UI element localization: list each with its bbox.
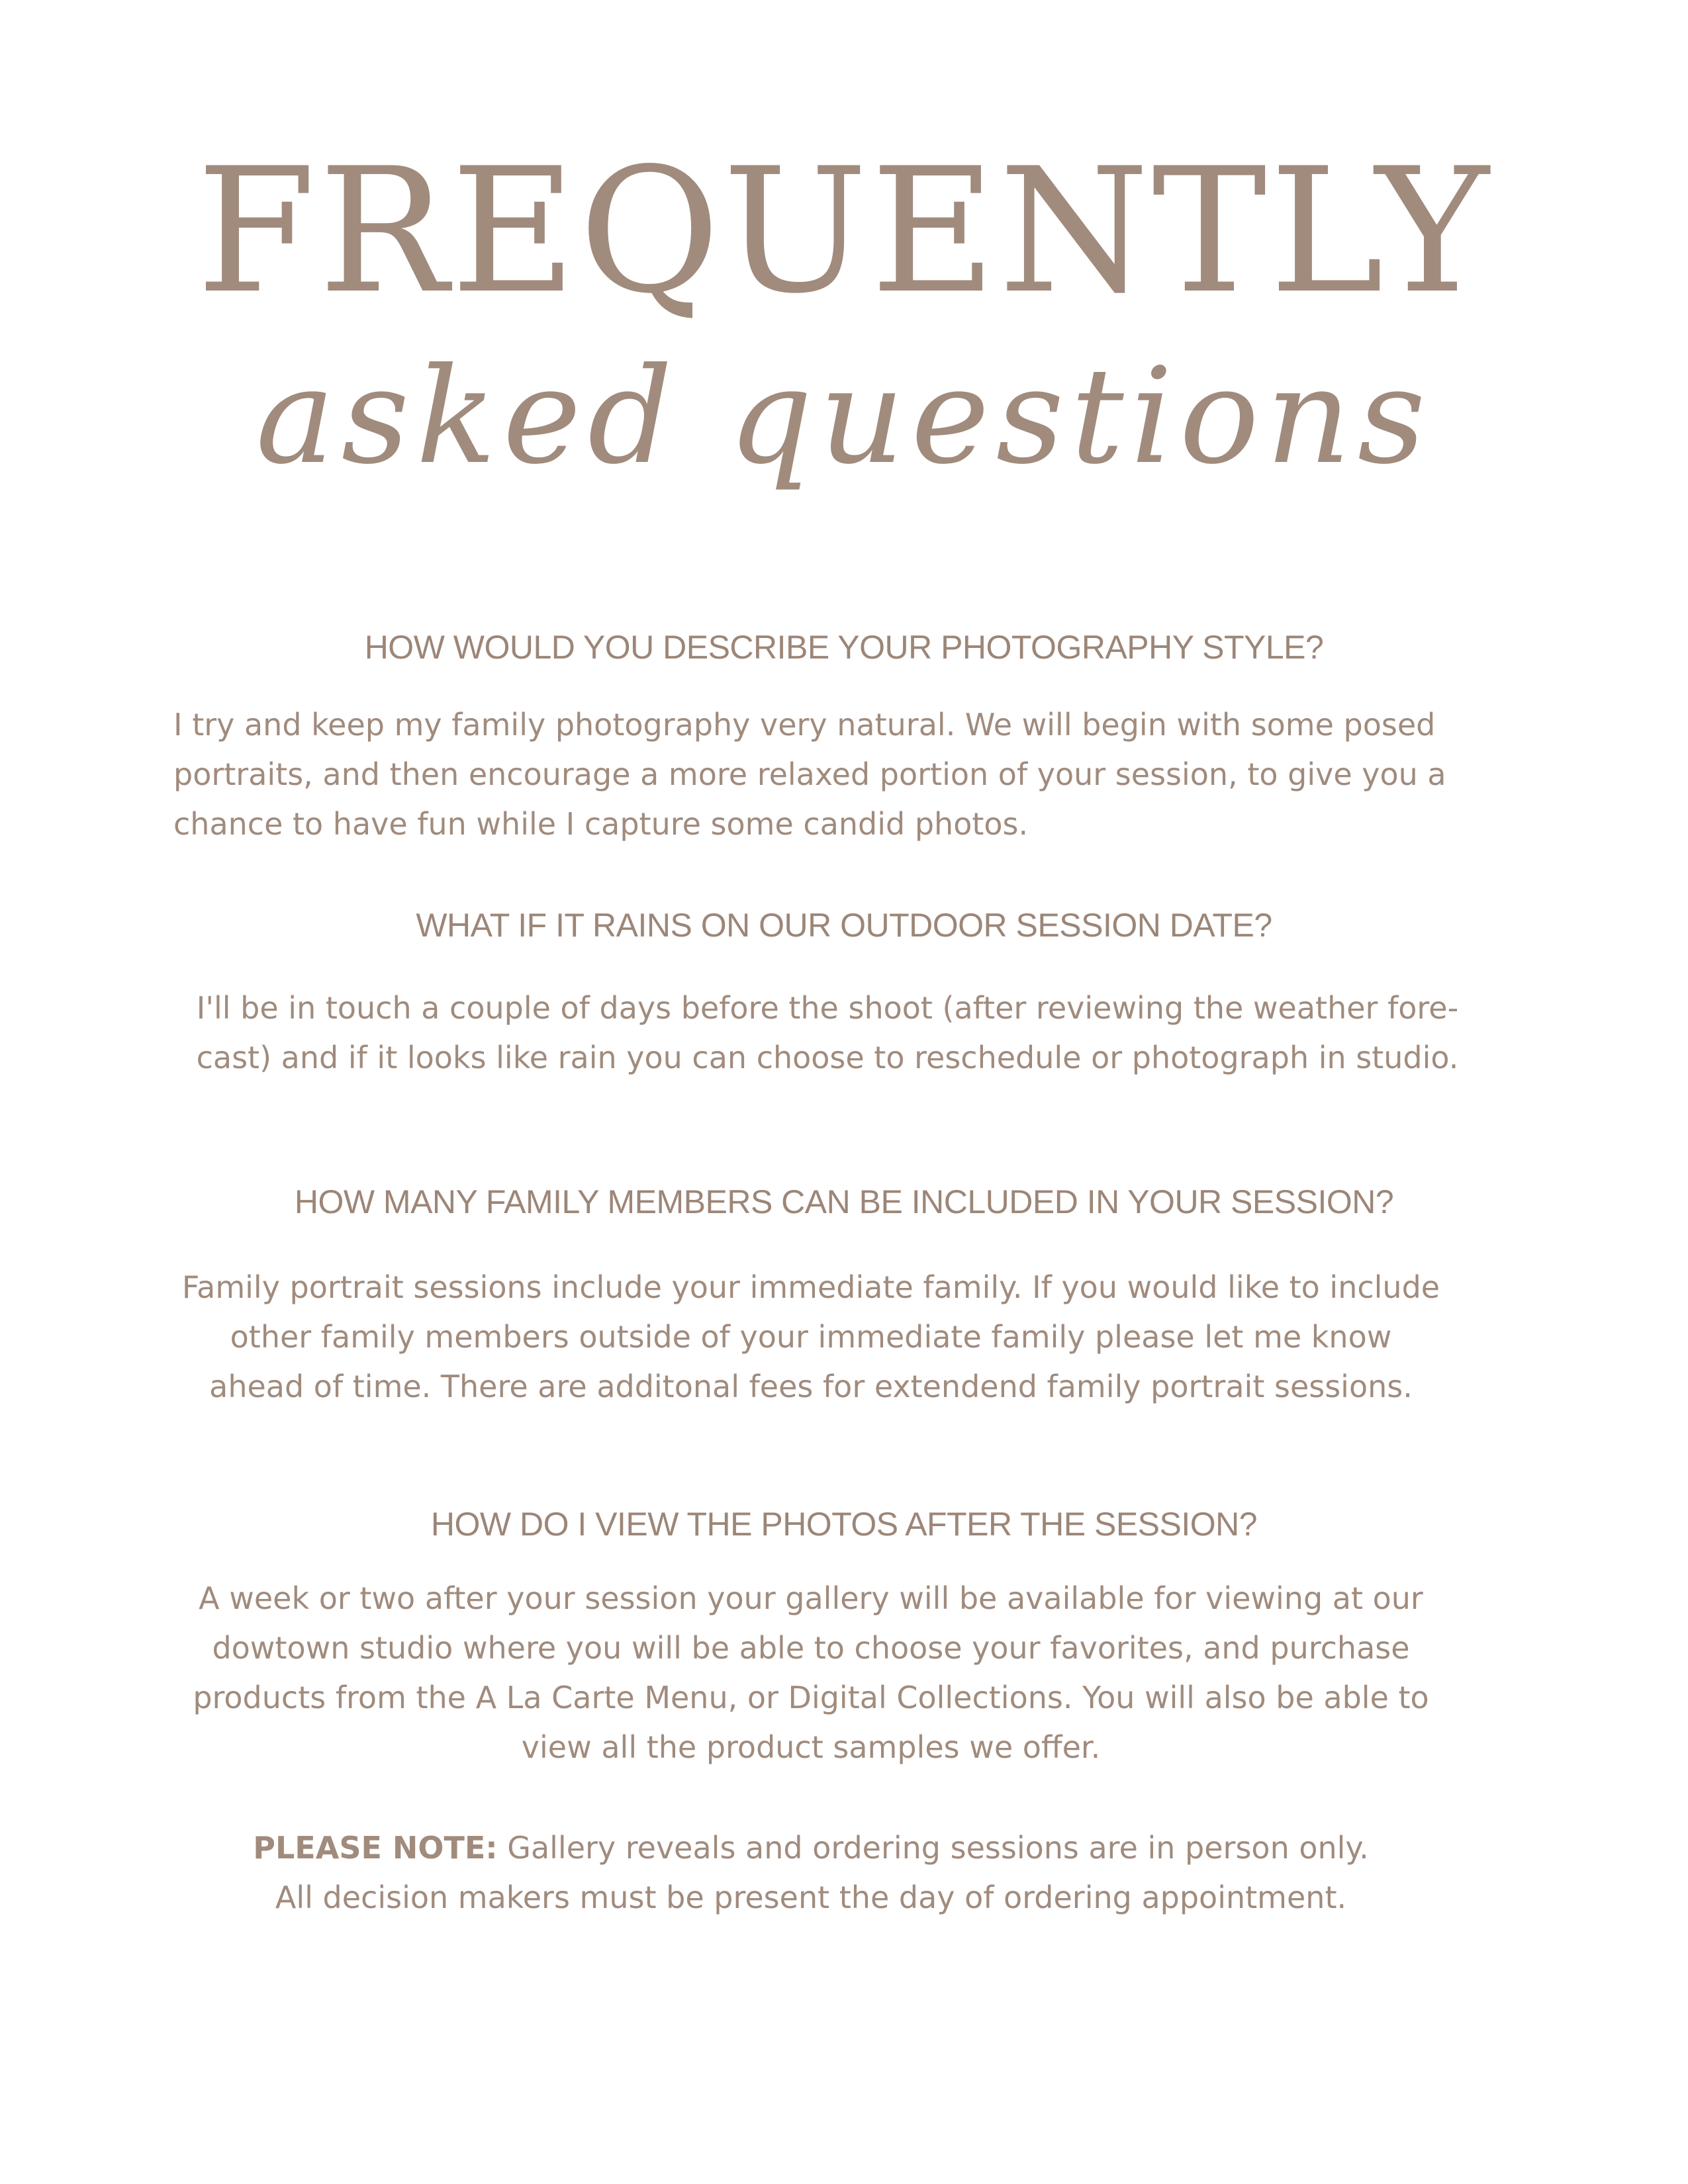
faq-question-view-photos: HOW DO I VIEW THE PHOTOS AFTER THE SESSION? [430, 1506, 1258, 1543]
answer-line: I try and keep my family photography very natural. We will begin with some posed [173, 707, 1436, 743]
faq-answer-style [173, 700, 1564, 849]
faq-answer-family-members [99, 1263, 1523, 1412]
page-title: FREQUENTLY [196, 132, 1492, 332]
answer-line: Family portrait sessions include your immediate family. If you would like to include [181, 1269, 1440, 1305]
please-note [99, 1823, 1523, 1923]
note-label: PLEASE NOTE: [253, 1830, 498, 1866]
faq-question-family-members: HOW MANY FAMILY MEMBERS CAN BE INCLUDED IN YOUR SESSION? [294, 1183, 1394, 1220]
answer-line: view all the product samples we offer. [521, 1729, 1101, 1765]
answer-line: portraits, and then encourage a more relaxed portion of your session, to give you a [173, 756, 1446, 792]
answer-line: other family members outside of your immediate family please let me know [230, 1319, 1392, 1355]
answer-line: products from the A La Carte Menu, or Digital Collections. You will also be able to [193, 1680, 1429, 1715]
answer-line: A week or two after your session your gallery will be available for viewing at our [199, 1580, 1423, 1616]
note-line-1 [99, 1823, 1523, 1873]
answer-line: I'll be in touch a couple of days before the shoot (after reviewing the weather fore- [196, 990, 1459, 1026]
faq-question-rain: WHAT IF IT RAINS ON OUR OUTDOOR SESSION DATE? [416, 907, 1272, 944]
answer-line: cast) and if it looks like rain you can choose to reschedule or photograph in studio. [196, 1040, 1459, 1075]
answer-line: chance to have fun while I capture some candid photos. [173, 806, 1029, 842]
answer-line: ahead of time. There are additonal fees for extendend family portrait sessions. [209, 1369, 1413, 1404]
page-subtitle-script: asked questions [256, 340, 1432, 494]
note-line-2: All decision makers must be present the day of ordering appointment. [275, 1880, 1347, 1915]
note-text: Gallery reveals and ordering sessions are in person only. [497, 1830, 1369, 1866]
faq-question-style: HOW WOULD YOU DESCRIBE YOUR PHOTOGRAPHY STYLE? [364, 629, 1324, 666]
answer-line: dowtown studio where you will be able to choose your favorites, and purchase [212, 1630, 1410, 1666]
faq-answer-rain [99, 983, 1556, 1083]
faq-answer-view-photos [99, 1574, 1523, 1772]
